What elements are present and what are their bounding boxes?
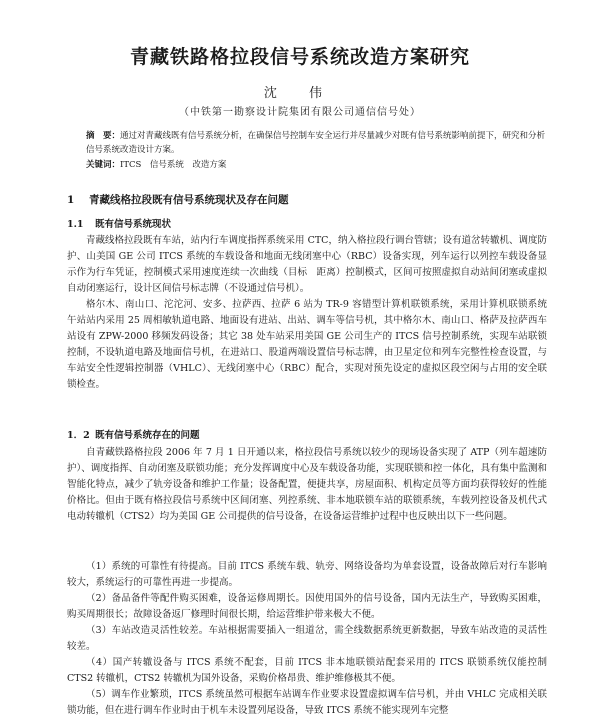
section-1-number: 1 bbox=[67, 194, 75, 206]
abstract bbox=[86, 129, 546, 157]
subsection-1-1-heading bbox=[67, 216, 547, 230]
keywords-label: 关键词： bbox=[86, 160, 121, 170]
subsection-1-2-heading bbox=[67, 427, 547, 441]
author-affiliation: （中铁第一勘察设计院集团有限公司通信信号处） bbox=[179, 107, 421, 118]
keywords-text: ITCS 信号系统 改造方案 bbox=[120, 160, 227, 170]
list-item-4: （4）国产转辙设备与 ITCS 系统不配套，目前 ITCS 非本地联锁站配套采用的 ITCS 联锁系统仅能控制 CTS2 转辙机，CTS2 转辙机为国外设备，采购价格昂贵、维护维修极其不便。 bbox=[67, 657, 547, 684]
list-item-3: （3）车站改造灵活性较差。车站根据需要插入一组道岔，需全线数据系统更新数据，导致车站改造的灵活性较差。 bbox=[67, 625, 547, 652]
subsection-1-1-title: 既有信号系统现状 bbox=[95, 219, 172, 230]
abstract-text: 通过对青藏线既有信号系统分析，在确保信号控制车安全运行并尽量减少对既有信号系统影响前提下，研究和分析信号系统改造设计方案。 bbox=[86, 131, 546, 155]
abstract-label: 摘 要： bbox=[86, 131, 121, 141]
section-1-title: 青藏线格拉段既有信号系统现状及存在问题 bbox=[89, 194, 289, 206]
list-item-5: （5）调车作业繁琐，ITCS 系统虽然可根据车站调车作业要求设置虚拟调车信号机，并由 VHLC 完成相关联锁功能，但在进行调车作业时由于机车未设置列尾设备，导致 ITCS 系统不能实现列车完整 bbox=[67, 689, 547, 716]
paragraph-1: 青藏线格拉段既有车站，站内行车调度指挥系统采用 CTC，纳入格拉段行调台管辖；设有道岔转辙机、调度防护、山美国 GE 公司 ITCS 系统的车载设备和地面无线闭塞中心（RBC）设备实现，列车运行以列控车载设备显示作为行车凭证，控制模式采用速度连续一次曲线（目标 距离）控制模式，区间可按照虚拟自动站间闭塞或虚拟自动闭塞运行，设计区间信号标志牌（不设通过信号机）。 bbox=[67, 235, 547, 294]
paper-title: 青藏铁路格拉段信号系统改造方案研究 bbox=[129, 46, 470, 68]
list-item-2: （2）备品备件等配件购买困难，设备运修周期长。因使用国外的信号设备，国内无法生产，导致购买困难，购买周期很长；故障设备返厂修理时间很长期，给运营维护带来极大不便。 bbox=[67, 593, 547, 620]
paragraph-3: 自青藏铁路格拉段 2006 年 7 月 1 日开通以来，格拉段信号系统以较少的现场设备实现了 ATP（列车超速防护）、调度指挥、自动闭塞及联锁功能；充分发挥调度中心及车载设备功能，实现联锁和控一体化，具有集中监测和智能化特点，减少了轨旁设备和维护工作量；设备配置，便捷共享，房屋面积、机构定员等方面均获得较好的性能价格比。但由于既有格拉段信号系统中区间闭塞、列控系统、非本地联锁车站的联锁系统，车载列控设备及机代式电动转辙机（CTS2）均为美国 GE 公司提供的信号设备，在设备运营维护过程中也反映出以下一些问题。 bbox=[67, 447, 547, 522]
subsection-1-2-number: 1．2 bbox=[67, 430, 90, 441]
subsection-1-1-number: 1.1 bbox=[67, 219, 84, 230]
subsection-1-2-title: 既有信号系统存在的问题 bbox=[95, 430, 200, 441]
list-item-1: （1）系统的可靠性有待提高。目前 ITCS 系统车载、轨旁、网络设备均为单套设置，设备故障后对行车影响较大，系统运行的可靠性再进一步提高。 bbox=[67, 561, 547, 588]
author-name: 沈 伟 bbox=[263, 86, 337, 101]
section-1-heading bbox=[67, 192, 547, 207]
keywords bbox=[86, 158, 546, 172]
paragraph-2: 格尔木、南山口、沱沱河、安多、拉萨西、拉萨 6 站为 TR-9 容错型计算机联锁系统，采用计算机联锁系统 午站站内采用 25 周相敏轨道电路、地面设有进站、出站、调车等信号机，其中格尔木、南山口、格萨及拉萨西车站设有 ZPW-2000 移频发码设备；其它 38 处车站采用美国 GE 公司生产的 ITCS 信号控制系统，实现车站联锁控制，不设轨道电路及地面信号机，在进站口、股道两端设置信号标志牌，由卫星定位和列车完整性检查设置，与车站安全性逻辑控制器（VHLC）、无线闭塞中心（RBC）配合，实现对预先设定的虚拟区段空闲与占用的安全联锁检查。 bbox=[67, 299, 547, 390]
